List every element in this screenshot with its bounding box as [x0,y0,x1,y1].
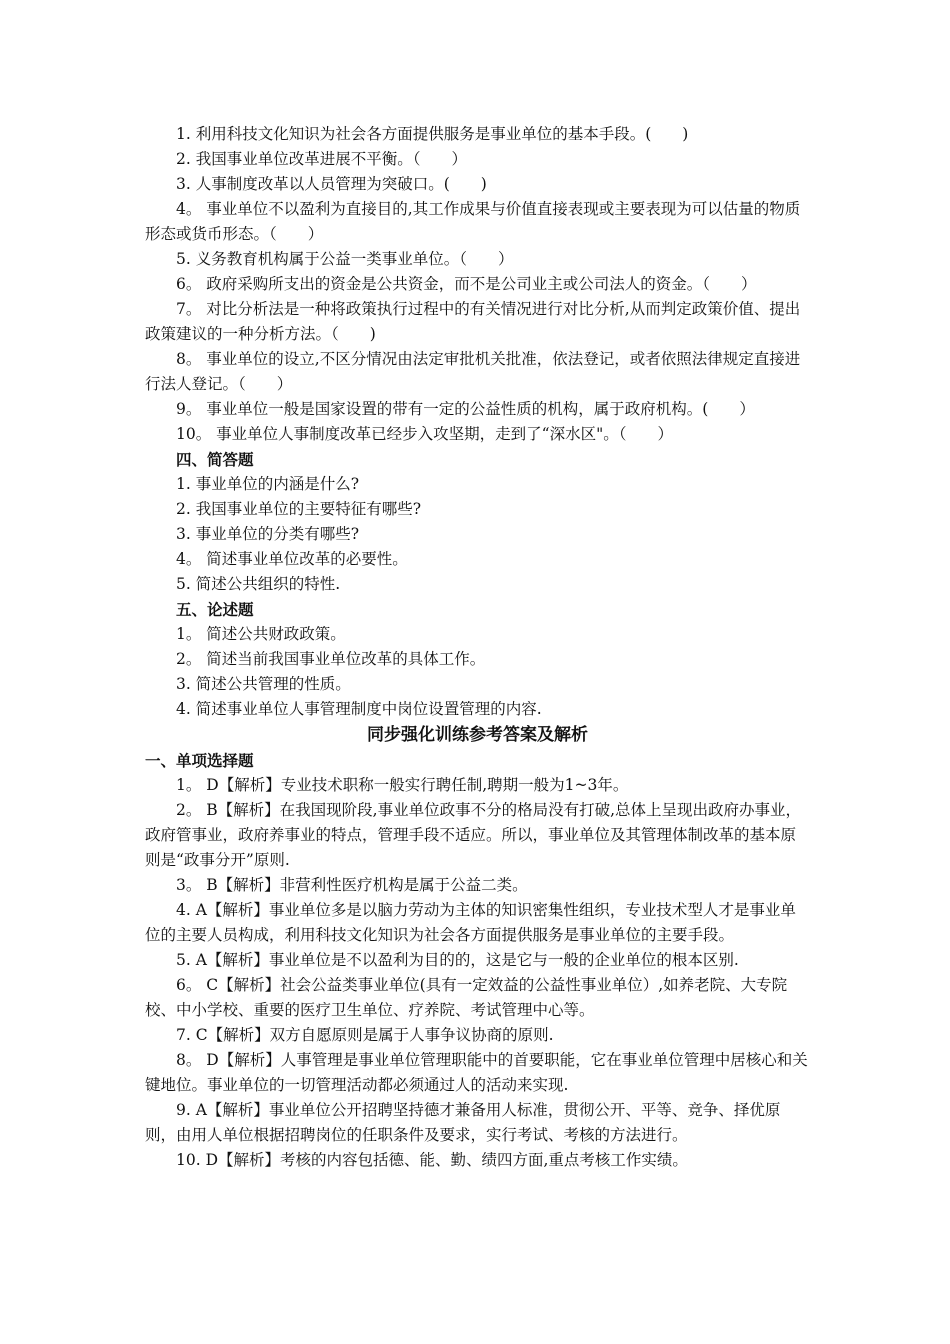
answers-section [145,722,810,1173]
question-item: 2。 简述当前我国事业单位改革的具体工作。 [176,650,486,668]
judgment-item-6: 6。 政府采购所支出的资金是公共资金，而不是公司业主或公司法人的资金。（ ） [176,275,757,293]
essay-section [145,597,810,722]
question-item: 1。 简述公共财政政策。 [176,625,346,643]
section-heading: 五、论述题 [176,600,254,619]
judgment-item-1: 1. 利用科技文化知识为社会各方面提供服务是事业单位的基本手段。( ) [176,125,689,143]
question-item: 5. 简述公共组织的特性. [176,575,341,593]
answer-item: 3。 B【解析】非营利性医疗机构是属于公益二类。 [176,876,528,894]
judgment-item-8: 8。 事业单位的设立,不区分情况由法定审批机关批准，依法登记，或者依照法律规定直接进行法人登记。（ ） [145,350,801,393]
judgment-item-3: 3. 人事制度改革以人员管理为突破口。( ) [176,175,487,193]
answer-item: 4. A【解析】事业单位多是以脑力劳动为主体的知识密集性组织，专业技术型人才是事业单位的主要人员构成，利用科技文化知识为社会各方面提供服务是事业单位的主要手段。 [145,901,796,944]
judgment-item-4: 4。 事业单位不以盈利为直接目的,其工作成果与价值直接表现或主要表现为可以估量的物质形态或货币形态。（ ） [145,200,801,243]
answer-item: 9. A【解析】事业单位公开招聘坚持德才兼备用人标准，贯彻公开、平等、竞争、择优原则，由用人单位根据招聘岗位的任职条件及要求，实行考试、考核的方法进行。 [145,1101,781,1144]
answer-item: 1。 D【解析】专业技术职称一般实行聘任制,聘期一般为1~3年。 [176,776,629,794]
judgment-list [145,122,810,447]
judgment-item-9: 9。 事业单位一般是国家设置的带有一定的公益性质的机构，属于政府机构。( ） [176,400,755,418]
question-item: 2. 我国事业单位的主要特征有哪些? [176,500,422,518]
section-heading: 一、单项选择题 [145,751,254,770]
answer-item: 7. C【解析】双方自愿原则是属于人事争议协商的原则. [176,1026,554,1044]
answers-title: 同步强化训练参考答案及解析 [367,725,588,745]
judgment-item-10: 10。 事业单位人事制度改革已经步入攻坚期，走到了“深水区"。（ ） [176,425,673,443]
answer-item: 5. A【解析】事业单位是不以盈利为目的的，这是它与一般的企业单位的根本区别. [176,951,739,969]
question-item: 3. 事业单位的分类有哪些? [176,525,360,543]
question-item: 4。 简述事业单位改革的必要性。 [176,550,408,568]
answer-item: 8。 D【解析】人事管理是事业单位管理职能中的首要职能，它在事业单位管理中居核心和关键地位。事业单位的一切管理活动都必须通过人的活动来实现. [145,1051,808,1094]
judgment-item-7: 7。 对比分析法是一种将政策执行过程中的有关情况进行对比分析,从而判定政策价值、提出政策建议的一种分析方法。（ ) [145,300,801,343]
judgment-item-5: 5. 义务教育机构属于公益一类事业单位。（ ） [176,250,514,268]
question-item: 3. 简述公共管理的性质。 [176,675,351,693]
answer-item: 2。 B【解析】在我国现阶段,事业单位政事不分的格局没有打破,总体上呈现出政府办事业，政府管事业，政府养事业的特点，管理手段不适应。所以，事业单位及其管理体制改革的基本原则是“政事分开”原则. [145,801,802,869]
answer-item: 6。 C【解析】社会公益类事业单位(具有一定效益的公益性事业单位）,如养老院、大专院校、中小学校、重要的医疗卫生单位、疗养院、考试管理中心等。 [145,976,788,1019]
answer-item: 10. D【解析】考核的内容包括德、能、勤、绩四方面,重点考核工作实绩。 [176,1151,688,1169]
question-item: 1. 事业单位的内涵是什么? [176,475,360,493]
page-content [145,122,810,1173]
section-heading: 四、简答题 [176,450,254,469]
question-item: 4. 简述事业单位人事管理制度中岗位设置管理的内容. [176,700,542,718]
short-answer-section [145,447,810,597]
judgment-item-2: 2. 我国事业单位改革进展不平衡。（ ） [176,150,467,168]
